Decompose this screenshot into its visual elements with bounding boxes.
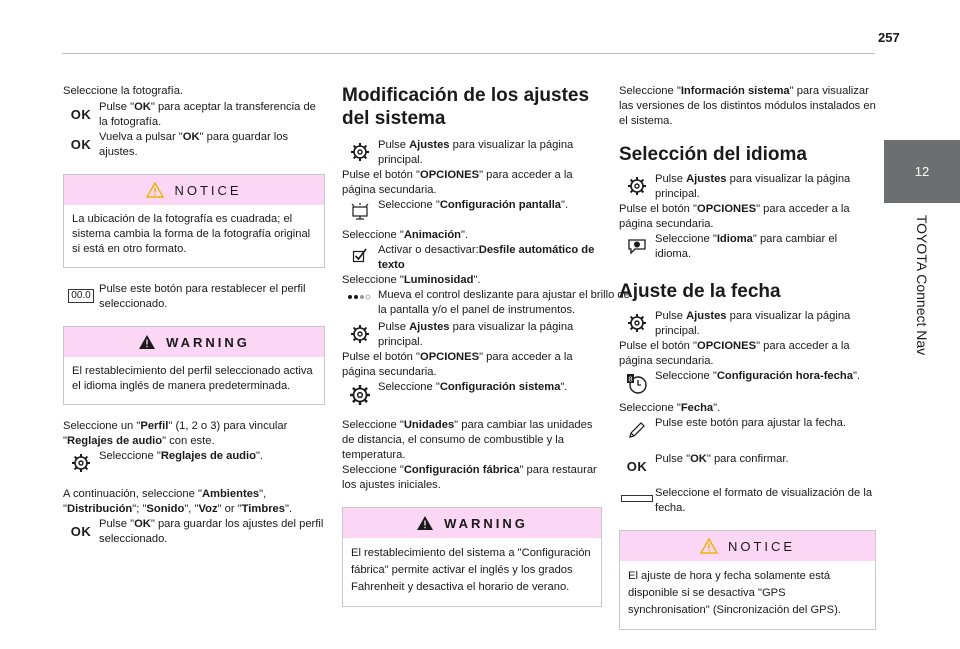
page-number: 257 — [878, 30, 900, 45]
settings-row: Pulse Ajustes para visualizar la página principal. — [342, 138, 602, 168]
language-heading: Selección del idioma — [619, 144, 807, 165]
date-settings-row: Pulse Ajustes para visualizar la página principal. — [619, 309, 876, 339]
warning-text: El restablecimiento del sistema a "Configuración fábrica" permite activar el inglés y los grados Fahrenheit y desactiva el horario de verano. — [351, 547, 591, 593]
date-heading: Ajuste de la fecha — [619, 281, 781, 302]
settings-gear-icon — [342, 138, 378, 162]
ok-icon: OK — [70, 137, 92, 152]
chapter-title: TOYOTA Connect Nav — [914, 214, 930, 356]
ok-save-profile-row: OK Pulse "OK" para guardar los ajustes del perfil seleccionado. — [63, 517, 325, 547]
notice-text: El ajuste de hora y fecha solamente está disponible si se desactiva "GPS synchronisation" (Sincronización del GPS). — [628, 570, 841, 616]
system-info-text: Seleccione "Información sistema" para visualizar las versiones de los distintos módulos instalados en el sistema. — [619, 85, 876, 127]
warning-box — [342, 507, 602, 607]
brightness-row: Mueva el control deslizante para ajustar el brillo de la pantalla y/o el panel de instrumentos. — [342, 288, 602, 318]
warning-triangle-icon — [138, 334, 156, 350]
chapter-tab[interactable] — [884, 140, 960, 203]
notice-box — [63, 174, 325, 268]
warning-triangle-icon — [416, 515, 434, 531]
system-config-row: Seleccione "Configuración sistema". — [342, 380, 602, 406]
column-3: Seleccione "Información sistema" para visualizar las versiones de los distintos módulos instalados en el sistema. Selección del idioma Pulse Ajustes para visualizar la página principal. Pulse el botón "OPCIONES" para acceder a la página secundaria. Seleccione "Idioma" para cambiar el idioma. Ajuste de la fecha Pulse Ajustes para visualizar la página principal. Pulse el botón "OPCIONES" para acceder a la página secundaria. 8 Seleccione "Configuración hora-fecha". Seleccione "Fecha". Pulse este botón para ajustar la fecha. OK Pulse "OK" para confirmar. Seleccione el formato de visualización de la fecha. NOTICE El ajuste de hora y fecha solamente está disponible si se desactiva "GPS synchronisation" (Sincronización del GPS). — [619, 84, 876, 630]
warning-title: WARNING — [166, 334, 250, 350]
settings-row-2: Pulse Ajustes para visualizar la página principal. — [342, 320, 602, 350]
display-settings-row: Seleccione "Configuración pantalla". — [342, 198, 602, 222]
notice-box — [619, 530, 876, 630]
clock-icon — [619, 369, 655, 395]
intro-text: Seleccione la fotografía. — [63, 85, 184, 97]
settings-gear-icon — [619, 172, 655, 196]
warning-header — [343, 508, 601, 538]
top-divider — [62, 53, 875, 54]
ok-icon: OK — [626, 459, 648, 474]
edit-date-row: Pulse este botón para ajustar la fecha. — [619, 416, 876, 440]
system-settings-heading: Modificación de los ajustes del sistema — [342, 85, 590, 129]
ok-confirm-row: OK Pulse "OK" para confirmar. — [619, 452, 876, 474]
brightness-slider-icon — [342, 288, 378, 300]
ok-save-row: OK Vuelva a pulsar "OK" para guardar los ajustes. — [63, 130, 325, 160]
display-icon — [342, 198, 378, 222]
system-gear-icon — [342, 380, 378, 406]
audio-settings-row: Seleccione "Reglajes de audio". — [63, 449, 325, 473]
notice-title: NOTICE — [727, 538, 796, 554]
ok-icon: OK — [70, 524, 92, 539]
column-1 — [63, 84, 325, 547]
pencil-icon — [619, 416, 655, 440]
notice-triangle-icon — [700, 538, 718, 554]
chapter-number: 12 — [914, 164, 930, 179]
warning-header — [64, 327, 324, 357]
settings-gear-icon — [619, 309, 655, 333]
date-format-row: Seleccione el formato de visualización de la fecha. — [619, 486, 876, 516]
notice-header — [64, 175, 324, 205]
language-speech-icon — [619, 232, 655, 256]
format-bar-icon — [621, 495, 653, 502]
notice-text: La ubicación de la fotografía es cuadrada; el sistema cambia la forma de la fotografía original si está en otro formato. — [72, 213, 311, 255]
column-2: Modificación de los ajustes del sistema Pulse Ajustes para visualizar la página principal. Pulse el botón "OPCIONES" para acceder a la página secundaria. Seleccione "Configuración pantalla". Seleccione "Animación". Activar o desactivar:Desfile automático de texto Seleccione "Luminosidad". Mueva el control deslizante para ajustar el brillo de la pantalla y/o el panel de instrumentos. Pulse Ajustes para visualizar la página principal. Pulse el botón "OPCIONES" para acceder a la página secundaria. Seleccione "Configuración sistema". Seleccione "Unidades" para cambiar las unidades de distancia, el consumo de combustible y la temperatura. Seleccione "Configuración fábrica" para restaurar los ajustes iniciales. WARNING El restablecimiento del sistema a "Configuración fábrica" permite activar el inglés y los grados Fahrenheit y desactiva el horario de verano. — [342, 84, 602, 607]
ambientes-text: A continuación, seleccione "Ambientes", "Distribución"; "Sonido", "Voz" or "Timbres". — [63, 488, 293, 515]
warning-text: El restablecimiento del perfil seleccionado activa el idioma inglés de manera predeterminada. — [72, 365, 313, 392]
settings-gear-icon — [63, 449, 99, 473]
svg-text:8: 8 — [628, 375, 633, 384]
warning-title: WARNING — [444, 515, 528, 531]
time-date-row: 8 Seleccione "Configuración hora-fecha". — [619, 369, 876, 395]
ok-accept-row: OK Pulse "OK" para aceptar la transferencia de la fotografía. — [63, 100, 325, 130]
reset-icon: 00.0 — [68, 289, 93, 303]
ok-icon: OK — [70, 107, 92, 122]
notice-title: NOTICE — [174, 182, 242, 198]
notice-triangle-icon — [146, 182, 164, 198]
settings-gear-icon — [342, 320, 378, 344]
warning-box — [63, 326, 325, 405]
language-row: Seleccione "Idioma" para cambiar el idioma. — [619, 232, 876, 262]
notice-header — [620, 531, 875, 561]
checkbox-icon[interactable] — [342, 243, 378, 263]
animation-toggle-row: Activar o desactivar:Desfile automático de texto — [342, 243, 602, 273]
reset-profile-row: 00.0 Pulse este botón para restablecer el perfil seleccionado. — [63, 282, 325, 312]
lang-settings-row: Pulse Ajustes para visualizar la página principal. — [619, 172, 876, 202]
profile-text: Seleccione un "Perfil" (1, 2 o 3) para vincular "Reglajes de audio" con este. — [63, 420, 288, 447]
